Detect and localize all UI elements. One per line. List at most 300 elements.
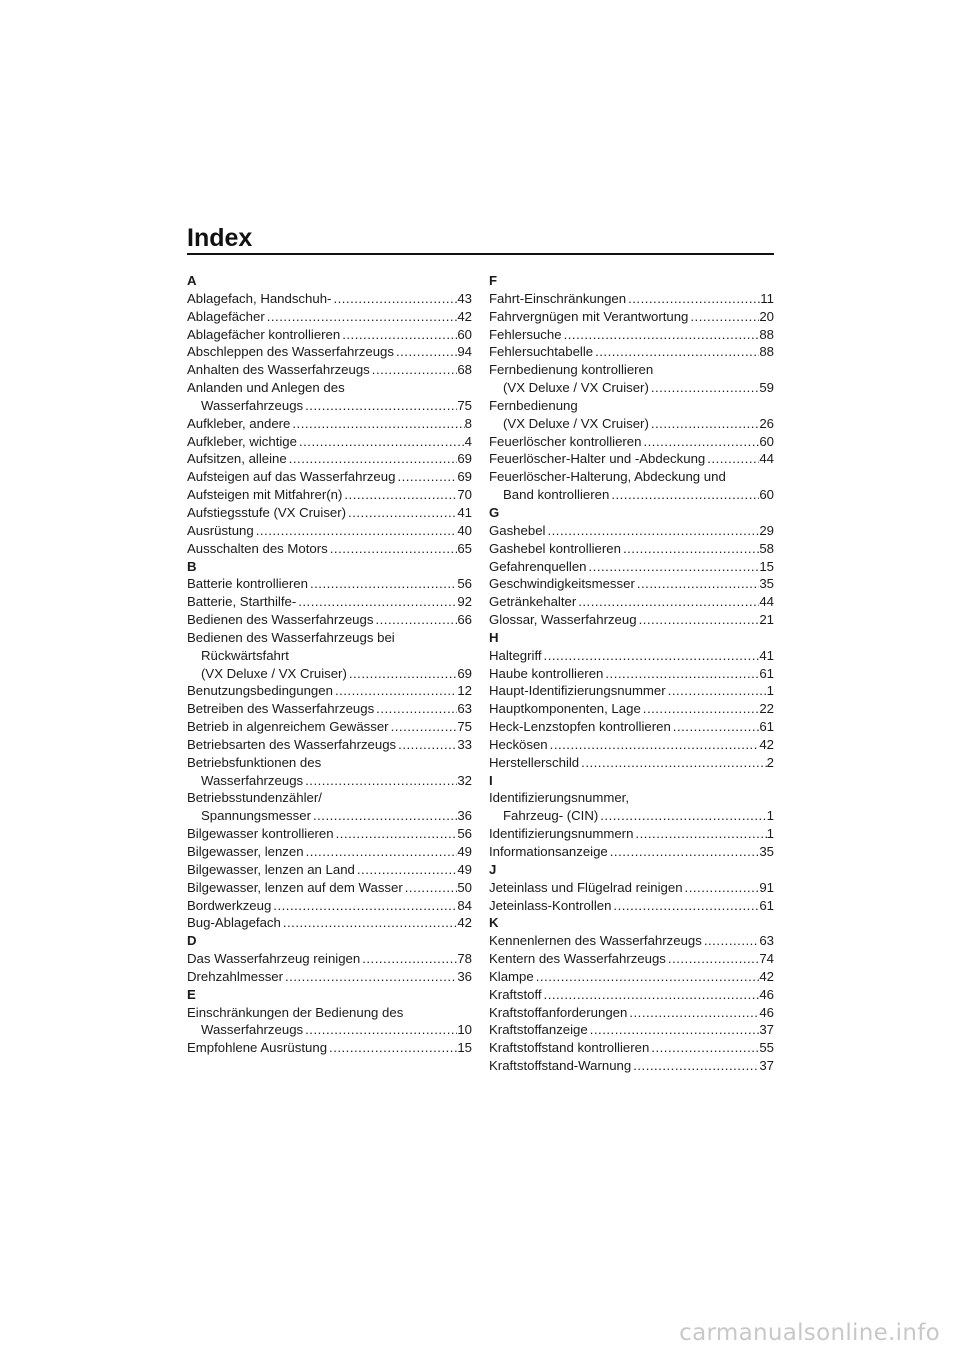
dot-leader — [635, 575, 759, 593]
index-entry-term: Aufsitzen, alleine — [187, 451, 287, 467]
index-entry-term: Bilgewasser, lenzen an Land — [187, 861, 355, 877]
dot-leader — [303, 397, 457, 415]
index-entry-term: Aufkleber, wichtige — [187, 433, 297, 449]
index-entry — [489, 932, 774, 950]
index-entry — [489, 736, 774, 754]
dot-leader — [347, 665, 457, 683]
index-entry — [187, 1021, 472, 1039]
dot-leader — [593, 343, 759, 361]
dot-leader — [327, 1039, 457, 1057]
index-entry-term: Ausschalten des Motors — [187, 540, 328, 556]
index-entry-page: 61 — [759, 897, 774, 913]
index-entry-term: Wasserfahrzeugs — [201, 397, 304, 413]
dot-leader — [340, 326, 457, 344]
index-entry — [489, 950, 774, 968]
index-entry-page: 22 — [759, 701, 774, 717]
index-entry-page: 35 — [759, 844, 774, 859]
index-entry — [489, 1039, 774, 1057]
index-entry — [489, 897, 774, 915]
index-entry-page: 35 — [759, 576, 774, 592]
index-entry-term: Jeteinlass und Flügelrad reinigen — [489, 879, 683, 895]
index-entry-page: 68 — [457, 362, 472, 378]
index-entry-term: Anhalten des Wasserfahrzeugs — [187, 362, 370, 378]
dot-leader — [587, 558, 760, 576]
index-entry — [187, 879, 472, 897]
index-entry-page: 55 — [759, 1040, 774, 1056]
dot-leader — [333, 682, 457, 700]
index-entry — [489, 1004, 774, 1022]
dot-leader — [666, 950, 759, 968]
index-entry-term: Aufkleber, andere — [187, 415, 291, 431]
index-entry-text: Rückwärtsfahrt — [201, 647, 289, 663]
index-letter-header: H — [489, 629, 499, 645]
index-entry-term: Kraftstoffstand kontrollieren — [489, 1040, 650, 1056]
index-entry-page: 21 — [759, 612, 774, 628]
index-entry-page: 20 — [759, 308, 774, 324]
index-entry — [489, 968, 774, 986]
index-letter-header: E — [187, 986, 196, 1002]
dot-leader — [283, 968, 457, 986]
dot-leader — [395, 468, 457, 486]
dot-leader — [579, 754, 767, 772]
dot-leader — [303, 1021, 457, 1039]
index-entry-page: 84 — [457, 897, 472, 913]
index-entry-page: 65 — [457, 540, 472, 556]
index-entry-page: 44 — [759, 594, 774, 610]
index-entry-term: Gashebel kontrollieren — [489, 540, 621, 556]
index-entry-term: Getränkehalter — [489, 594, 577, 610]
index-entry-page: 69 — [457, 665, 472, 681]
dot-leader — [649, 379, 759, 397]
dot-leader — [631, 1057, 759, 1075]
index-entry-page: 63 — [457, 701, 472, 717]
index-entry-term: Feuerlöscher kontrollieren — [489, 433, 642, 449]
index-entry-page: 61 — [759, 665, 774, 681]
dot-leader — [611, 897, 759, 915]
index-entry-term: Bordwerkzeug — [187, 897, 272, 913]
index-entry-page: 1 — [766, 808, 774, 824]
index-entry-term: Haube kontrollieren — [489, 665, 604, 681]
index-entry-page: 63 — [759, 933, 774, 949]
index-entry-term: Geschwindigkeitsmesser — [489, 576, 635, 592]
dot-leader — [688, 308, 759, 326]
index-letter-header: J — [489, 861, 497, 877]
index-entry-page: 69 — [457, 469, 472, 485]
index-entry-page: 26 — [759, 415, 774, 431]
index-letter-header: D — [187, 933, 197, 949]
index-entry-term: Fahrt-Einschränkungen — [489, 290, 627, 306]
dot-leader — [271, 897, 457, 915]
index-entry-term: Gefahrenquellen — [489, 558, 587, 574]
index-entry — [489, 415, 774, 433]
index-entry — [489, 343, 774, 361]
index-entry — [187, 593, 472, 611]
dot-leader — [290, 415, 464, 433]
index-entry-term: Ausrüstung — [187, 522, 254, 538]
index-entry-term: Bilgewasser, lenzen auf dem Wasser — [187, 879, 403, 895]
dot-leader — [641, 433, 759, 451]
dot-leader — [621, 540, 759, 558]
index-letter-header: I — [489, 772, 493, 788]
index-entry-page: 42 — [759, 968, 774, 984]
index-entry-term: Kraftstoffanforderungen — [489, 1004, 628, 1020]
dot-leader — [633, 825, 766, 843]
index-entry-page: 41 — [457, 504, 472, 520]
index-entry-page: 56 — [457, 826, 472, 842]
index-entry — [489, 558, 774, 576]
dot-leader — [534, 968, 760, 986]
index-entry-page: 58 — [759, 540, 774, 556]
index-entry — [187, 290, 472, 308]
index-entry — [489, 326, 774, 344]
index-entry — [489, 611, 774, 629]
index-entry — [489, 986, 774, 1004]
index-entry-term: Glossar, Wasserfahrzeug — [489, 612, 637, 628]
index-entry — [187, 326, 472, 344]
index-entry-text: Einschränkungen der Bedienung des — [187, 1004, 404, 1020]
index-entry-term: Bug-Ablagefach — [187, 915, 281, 931]
index-entry — [187, 736, 472, 754]
index-entry-term: Identifizierungsnummern — [489, 826, 634, 842]
index-entry-page: 50 — [457, 879, 472, 895]
index-letter-header: A — [187, 273, 197, 288]
index-entry-page: 75 — [457, 719, 472, 735]
index-entry-term: Informationsanzeige — [489, 844, 608, 859]
index-entry-page: 12 — [457, 683, 472, 699]
index-entry-page: 49 — [457, 861, 472, 877]
dot-leader — [342, 486, 457, 504]
dot-leader — [328, 540, 458, 558]
index-entry — [187, 504, 472, 522]
index-entry-text: Betriebsstundenzähler/ — [187, 790, 322, 806]
index-entry-page: 92 — [457, 594, 472, 610]
index-entry-term: Batterie kontrollieren — [187, 576, 308, 592]
index-entry-term: Spannungsmesser — [201, 808, 311, 824]
index-entry-term: (VX Deluxe / VX Cruiser) — [503, 380, 649, 396]
index-entry — [489, 825, 774, 843]
index-entry-text: Feuerlöscher-Halterung, Abdeckung und — [489, 469, 726, 485]
index-entry — [489, 843, 774, 861]
index-entry — [187, 397, 472, 415]
index-entry-page: 2 — [766, 754, 774, 770]
index-entry-page: 61 — [759, 719, 774, 735]
dot-leader — [576, 593, 759, 611]
index-entry — [187, 343, 472, 361]
index-entry-term: Band kontrollieren — [503, 487, 610, 503]
index-entry-term: Abschleppen des Wasserfahrzeugs — [187, 344, 394, 360]
index-entry — [187, 575, 472, 593]
index-letter-header: G — [489, 504, 500, 520]
index-entry-page: 42 — [457, 308, 472, 324]
index-entry-term: Kraftstoffanzeige — [489, 1022, 588, 1038]
dot-leader — [394, 343, 457, 361]
dot-leader — [296, 593, 457, 611]
index-entry-page: 1 — [766, 826, 774, 842]
index-entry-term: Herstellerschild — [489, 754, 580, 770]
index-entry-page: 74 — [759, 951, 774, 967]
dot-leader — [637, 611, 760, 629]
index-entry — [187, 914, 472, 932]
index-entry-page: 46 — [759, 986, 774, 1002]
index-entry-term: Benutzungsbedingungen — [187, 683, 333, 699]
watermark: carmanualsonline.info — [679, 1320, 940, 1346]
dot-leader — [374, 700, 457, 718]
index-entry-text: Identifizierungsnummer, — [489, 790, 630, 806]
index-entry-term: Fehlersuchtabelle — [489, 344, 594, 360]
index-entry — [187, 861, 472, 879]
index-entry-term: (VX Deluxe / VX Cruiser) — [503, 415, 649, 431]
index-entry — [489, 647, 774, 665]
dot-leader — [627, 1004, 759, 1022]
index-column-right — [489, 272, 774, 1075]
dot-leader — [542, 647, 760, 665]
index-entry-term: Ablagefächer kontrollieren — [187, 326, 341, 342]
index-entry — [187, 415, 472, 433]
dot-leader — [281, 914, 457, 932]
index-entry-page: 69 — [457, 451, 472, 467]
index-entry — [187, 682, 472, 700]
index-entry — [187, 450, 472, 468]
dot-leader — [626, 290, 760, 308]
index-entry — [489, 665, 774, 683]
index-entry — [489, 486, 774, 504]
index-entry-page: 49 — [457, 844, 472, 859]
index-letter-header: B — [187, 558, 197, 574]
dot-leader — [396, 736, 457, 754]
dot-leader — [297, 433, 465, 451]
dot-leader — [360, 950, 457, 968]
dot-leader — [308, 575, 457, 593]
index-entry-page: 15 — [457, 1040, 472, 1056]
index-entry-term: Feuerlöscher-Halter und -Abdeckung — [489, 451, 706, 467]
index-entry — [187, 308, 472, 326]
index-letter-header: F — [489, 273, 498, 288]
index-entry-term: Kentern des Wasserfahrzeugs — [489, 951, 666, 967]
index-entry-page: 42 — [457, 915, 472, 931]
index-entry-page: 29 — [759, 522, 774, 538]
dot-leader — [373, 611, 457, 629]
index-entry — [187, 897, 472, 915]
index-entry — [187, 807, 472, 825]
dot-leader — [265, 308, 458, 326]
index-entry-page: 44 — [759, 451, 774, 467]
index-entry — [187, 433, 472, 451]
index-entry — [187, 611, 472, 629]
index-entry-term: Bilgewasser kontrollieren — [187, 826, 334, 842]
dot-leader — [346, 504, 457, 522]
index-entry-term: Betriebsarten des Wasserfahrzeugs — [187, 736, 397, 752]
index-entry-page: 33 — [457, 736, 472, 752]
page-title: Index — [187, 224, 253, 252]
index-entry-page: 56 — [457, 576, 472, 592]
index-entry — [489, 1021, 774, 1039]
index-entry-page: 66 — [457, 612, 472, 628]
index-entry — [187, 522, 472, 540]
index-entry — [187, 1039, 472, 1057]
index-entry-page: 60 — [457, 326, 472, 342]
index-entry-term: Klampe — [489, 968, 534, 984]
dot-leader — [542, 986, 760, 1004]
index-entry-page: 37 — [759, 1022, 774, 1038]
index-entry-term: Fehlersuche — [489, 326, 562, 342]
index-entry-term: Wasserfahrzeugs — [201, 1022, 304, 1038]
index-entry-page: 1 — [766, 683, 774, 699]
index-entry-page: 41 — [759, 647, 774, 663]
dot-leader — [603, 665, 759, 683]
index-entry — [187, 843, 472, 861]
index-entry-page: 46 — [759, 1004, 774, 1020]
index-entry — [187, 700, 472, 718]
index-entry — [489, 379, 774, 397]
index-entry-term: Wasserfahrzeugs — [201, 772, 304, 788]
index-entry-text: Fernbedienung — [489, 397, 578, 413]
index-entry-term: (VX Deluxe / VX Cruiser) — [201, 665, 347, 681]
dot-leader — [671, 718, 760, 736]
index-entry-page: 42 — [759, 736, 774, 752]
index-entry — [489, 1057, 774, 1075]
dot-leader — [287, 450, 458, 468]
index-entry — [489, 700, 774, 718]
index-entry — [489, 450, 774, 468]
index-entry-term: Aufsteigen auf das Wasserfahrzeug — [187, 469, 396, 485]
dot-leader — [545, 522, 759, 540]
index-entry-text: Bedienen des Wasserfahrzeugs bei — [187, 629, 395, 645]
index-entry — [187, 486, 472, 504]
dot-leader — [609, 486, 759, 504]
index-entry-term: Haltegriff — [489, 647, 542, 663]
index-entry — [187, 950, 472, 968]
index-entry-page: 78 — [457, 951, 472, 967]
index-entry-term: Fahrzeug- (CIN) — [503, 808, 599, 824]
index-column-left — [187, 272, 472, 1057]
index-entry — [489, 807, 774, 825]
index-entry-term: Aufstiegsstufe (VX Cruiser) — [187, 504, 347, 520]
index-entry-term: Ablagefächer — [187, 308, 265, 324]
index-entry-page: 94 — [457, 344, 472, 360]
index-entry-term: Betrieb in algenreichem Gewässer — [187, 719, 389, 735]
index-entry-text: Fernbedienung kontrollieren — [489, 362, 654, 378]
index-entry — [489, 433, 774, 451]
dot-leader — [649, 1039, 759, 1057]
index-entry-page: 4 — [464, 433, 472, 449]
index-entry — [187, 772, 472, 790]
dot-leader — [311, 807, 457, 825]
index-entry-term: Hauptkomponenten, Lage — [489, 701, 641, 717]
dot-leader — [702, 932, 759, 950]
index-entry-text: Anlanden und Anlegen des — [187, 380, 345, 396]
index-entry-term: Gashebel — [489, 522, 546, 538]
index-entry-page: 36 — [457, 808, 472, 824]
index-entry-term: Drehzahlmesser — [187, 968, 284, 984]
index-entry — [187, 361, 472, 379]
dot-leader — [683, 879, 760, 897]
index-entry — [489, 879, 774, 897]
index-entry-page: 10 — [457, 1022, 472, 1038]
index-entry-term: Kennenlernen des Wasserfahrzeugs — [489, 933, 702, 949]
dot-leader — [331, 290, 457, 308]
dot-leader — [666, 682, 767, 700]
dot-leader — [588, 1021, 760, 1039]
dot-leader — [334, 825, 458, 843]
index-entry-page: 43 — [457, 290, 472, 306]
index-entry — [489, 718, 774, 736]
index-entry — [187, 825, 472, 843]
index-entry-term: Kraftstoffstand-Warnung — [489, 1058, 632, 1074]
title-rule — [187, 253, 774, 255]
dot-leader — [403, 879, 458, 897]
index-entry-term: Fahrvergnügen mit Verantwortung — [489, 308, 689, 324]
index-entry-term: Jeteinlass-Kontrollen — [489, 897, 612, 913]
dot-leader — [355, 861, 457, 879]
index-letter-header: K — [489, 915, 499, 931]
index-entry-term: Haupt-Identifizierungsnummer — [489, 683, 666, 699]
index-entry-page: 91 — [759, 879, 774, 895]
index-entry-page: 36 — [457, 968, 472, 984]
index-entry — [187, 540, 472, 558]
index-entry-page: 70 — [457, 487, 472, 503]
index-entry-page: 40 — [457, 522, 472, 538]
index-entry — [489, 754, 774, 772]
dot-leader — [562, 326, 760, 344]
index-entry-page: 32 — [457, 772, 472, 788]
index-entry-page: 75 — [457, 397, 472, 413]
index-entry-term: Kraftstoff — [489, 986, 542, 1002]
dot-leader — [649, 415, 759, 433]
dot-leader — [705, 450, 759, 468]
index-entry-term: Heck-Lenzstopfen kontrollieren — [489, 719, 671, 735]
dot-leader — [303, 772, 457, 790]
dot-leader — [389, 718, 458, 736]
index-entry — [187, 968, 472, 986]
index-entry — [489, 575, 774, 593]
dot-leader — [304, 843, 458, 861]
index-entry-page: 11 — [760, 290, 774, 306]
index-entry-page: 37 — [759, 1058, 774, 1074]
index-entry-term: Hecköse​n — [489, 736, 548, 752]
index-entry-term: Das Wasserfahrzeug reinigen — [187, 951, 361, 967]
dot-leader — [608, 843, 760, 861]
index-entry — [489, 682, 774, 700]
dot-leader — [548, 736, 760, 754]
index-entry — [187, 665, 472, 683]
index-entry-text: Betriebsfunktionen des — [187, 754, 322, 770]
index-entry-term: Aufsteigen mit Mitfahrer(n) — [187, 487, 343, 503]
index-entry-page: 88 — [759, 326, 774, 342]
index-entry-page: 8 — [464, 415, 472, 431]
dot-leader — [641, 700, 760, 718]
dot-leader — [254, 522, 458, 540]
dot-leader — [598, 807, 766, 825]
index-entry-page: 60 — [759, 487, 774, 503]
index-entry-term: Bedienen des Wasserfahrzeugs — [187, 612, 374, 628]
index-entry — [489, 593, 774, 611]
index-entry-page: 15 — [759, 558, 774, 574]
index-entry-term: Betreiben des Wasserfahrzeugs — [187, 701, 375, 717]
index-entry-term: Batterie, Starthilfe- — [187, 594, 297, 610]
index-entry-page: 60 — [759, 433, 774, 449]
index-entry-term: Empfohlene Ausrüstung — [187, 1040, 328, 1056]
index-entry — [489, 540, 774, 558]
index-entry-term: Bilgewasser, lenzen — [187, 844, 304, 859]
index-entry — [187, 468, 472, 486]
index-entry — [489, 290, 774, 308]
dot-leader — [370, 361, 458, 379]
index-entry — [187, 718, 472, 736]
index-entry-page: 59 — [759, 380, 774, 396]
index-entry — [489, 522, 774, 540]
index-entry-term: Ablagefach, Handschuh- — [187, 290, 332, 306]
index-entry — [489, 308, 774, 326]
